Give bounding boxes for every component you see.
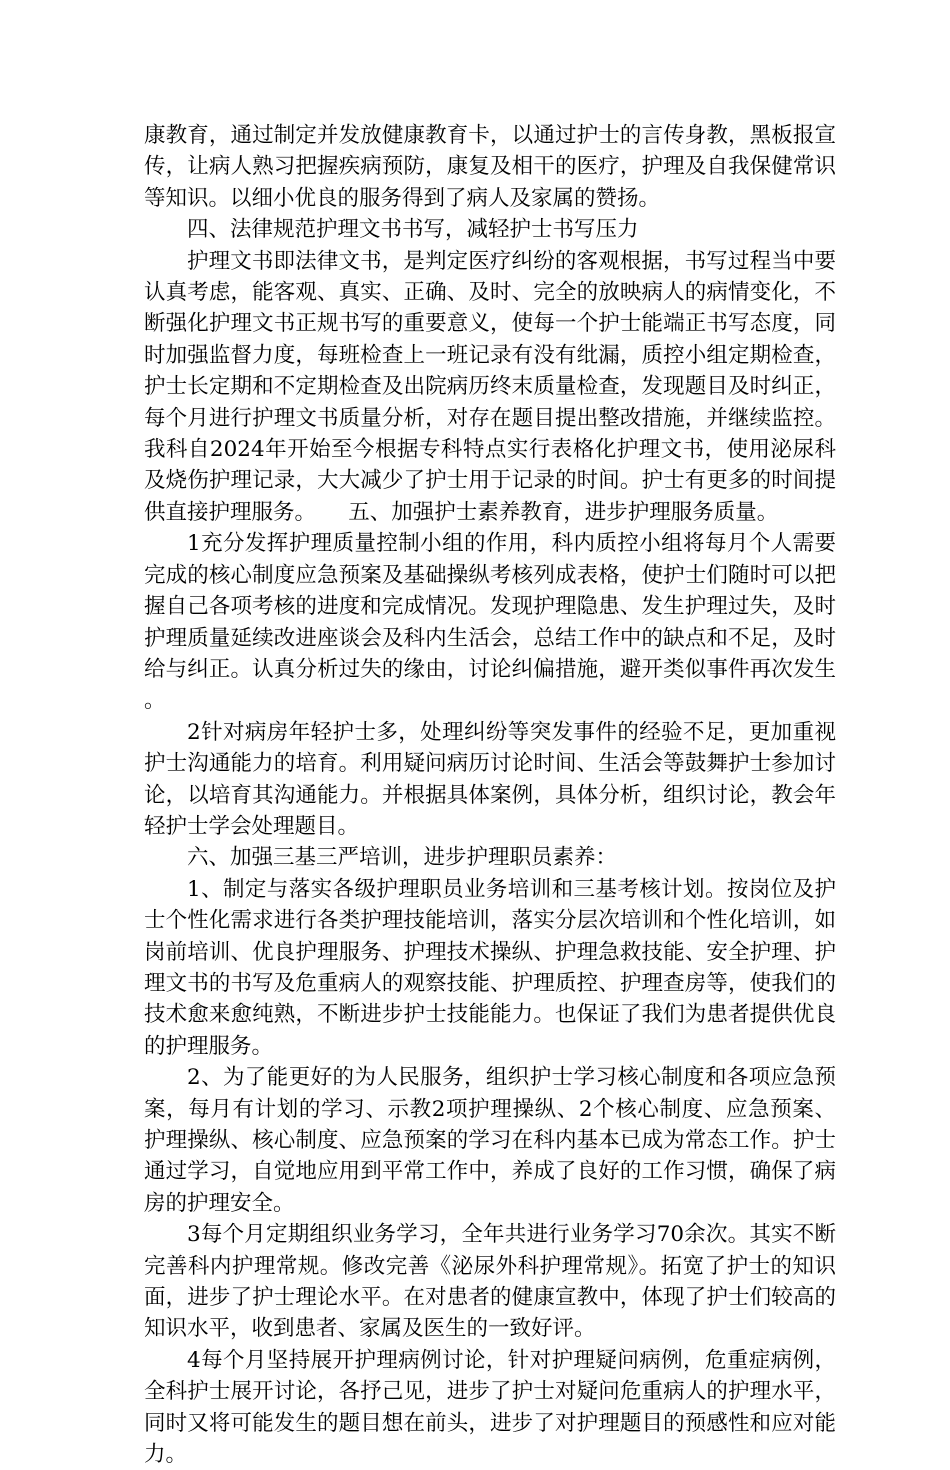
heading-section-6: 六、加强三基三严培训，进步护理职员素养： bbox=[187, 845, 618, 871]
paragraph-health-education: 康教育，通过制定并发放健康教育卡，以通过护士的言传身教，黑板报宣传，让病人熟习把握疾病预防，康复及相干的医疗，护理及自我保健常识等知识。以细小优良的服务得到了病人及家属的赞扬。 bbox=[144, 123, 836, 211]
paragraph-training-item-4: 4每个月坚持展开护理病例讨论，针对护理疑问病例，危重症病例，全科护士展开讨论，各抒己见，进步了护士对疑问危重病人的护理水平，同时又将可能发生的题目想在前头，进步了对护理题目的预感性和应对能力。 bbox=[144, 1347, 836, 1468]
paragraph-item-1-quality-control: 1充分发挥护理质量控制小组的作用，科内质控小组将每月个人需要完成的核心制度应急预案及基础操纵考核列成表格，使护士们随时可以把握自己各项考核的进度和完成情况。发现护理隐患、发生护理过失，及时护理质量延续改进座谈会及科内生活会，总结工作中的缺点和不足，及时给与纠正。认真分析过失的缘由，讨论纠偏措施，避开类似事件再次发生。 bbox=[144, 531, 836, 714]
paragraph-training-item-2: 2、为了能更好的为人民服务，组织护士学习核心制度和各项应急预案，每月有计划的学习、示教2项护理操纵、2个核心制度、应急预案、护理操纵、核心制度、应急预案的学习在科内基本已成为常态工作。护士通过学习，自觉地应用到平常工作中，养成了良好的工作习惯，确保了病房的护理安全。 bbox=[144, 1065, 836, 1216]
heading-section-5: 五、加强护士素养教育，进步护理服务质量。 bbox=[348, 499, 779, 525]
paragraph-training-item-3: 3每个月定期组织业务学习，全年共进行业务学习70余次。其实不断完善科内护理常规。修改完善《泌尿外科护理常规》。拓宽了护士的知识面，进步了护士理论水平。在对患者的健康宣教中，体现了护士们较高的知识水平，收到患者、家属及医生的一致好评。 bbox=[144, 1222, 836, 1342]
document-body bbox=[144, 120, 836, 1470]
paragraph-nursing-documents-text: 护理文书即法律文书，是判定医疗纠纷的客观根据，书写过程当中要认真考虑，能客观、真实、正确、及时、完全的放映病人的病情变化，不断强化护理文书正规书写的重要意义，使每一个护士能端正书写态度，同时加强监督力度，每班检查上一班记录有没有纰漏，质控小组定期检查，护士长定期和不定期检查及出院病历终末质量检查，发现题目及时纠正，每个月进行护理文书质量分析，对存在题目提出整改措施，并继续监控。我科自2024年开始至今根据专科特点实行表格化护理文书，使用泌尿科及烧伤护理记录，大大减少了护士用于记录的时间。护士有更多的时间提供直接护理服务。 bbox=[144, 248, 836, 525]
heading-section-4: 四、法律规范护理文书书写，减轻护士书写压力 bbox=[187, 217, 639, 243]
paragraph-item-2-communication: 2针对病房年轻护士多，处理纠纷等突发事件的经验不足，更加重视护士沟通能力的培育。利用疑问病历讨论时间、生活会等鼓舞护士参加讨论，以培育其沟通能力。并根据具体案例，具体分析，组织讨论，教会年轻护士学会处理题目。 bbox=[144, 719, 836, 839]
paragraph-training-item-1: 1、制定与落实各级护理职员业务培训和三基考核计划。按岗位及护士个性化需求进行各类护理技能培训，落实分层次培训和个性化培训，如岗前培训、优良护理服务、护理技术操纵、护理急救技能、安全护理、护理文书的书写及危重病人的观察技能、护理质控、护理查房等，使我们的技术愈来愈纯熟，不断进步护士技能能力。也保证了我们为患者提供优良的护理服务。 bbox=[144, 876, 836, 1059]
paragraph-nursing-documents bbox=[144, 246, 836, 529]
